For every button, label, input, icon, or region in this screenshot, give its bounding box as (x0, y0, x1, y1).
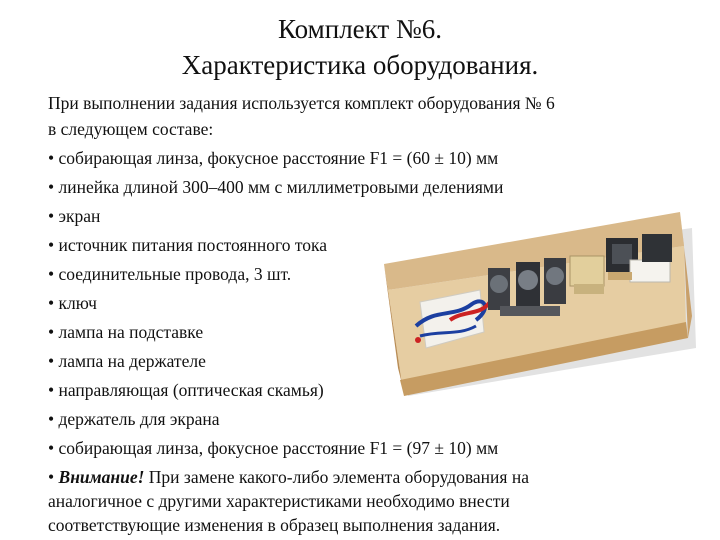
warning-label: Внимание! (58, 467, 145, 487)
intro-line-2: в следующем составе: (48, 119, 214, 139)
list-item: • лампа на держателе (48, 351, 206, 371)
list-item: • экран (48, 206, 101, 226)
list-item: • соединительные провода, 3 шт. (48, 264, 292, 284)
list-item: • собирающая линза, фокусное расстояние F1 = (60 ± 10) мм (48, 148, 499, 168)
list-item: • ключ (48, 293, 97, 313)
list-item: • держатель для экрана (48, 409, 220, 429)
list-item: • источник питания постоянного тока (48, 235, 327, 255)
equipment-kit-photo (380, 198, 698, 398)
warning-line-1 (48, 466, 529, 488)
intro-line-1: При выполнении задания используется комплект оборудования № 6 (48, 93, 555, 113)
page-title-line-2: Характеристика оборудования. (181, 50, 539, 80)
list-item: • собирающая линза, фокусное расстояние F1 = (97 ± 10) мм (48, 438, 499, 458)
warning-line-2: аналогичное с другими характеристиками необходимо внести (48, 491, 510, 511)
warning-text: При замене какого-либо элемента оборудования на (144, 467, 529, 487)
list-item: • лампа на подставке (48, 322, 204, 342)
page-title-line-1: Комплект №6. (278, 14, 442, 44)
list-item: • направляющая (оптическая скамья) (48, 380, 324, 400)
list-item: • линейка длиной 300–400 мм с миллиметровыми делениями (48, 177, 504, 197)
warning-line-3: соответствующие изменения в образец выполнения задания. (48, 515, 501, 535)
warning-bullet: • (48, 467, 59, 487)
